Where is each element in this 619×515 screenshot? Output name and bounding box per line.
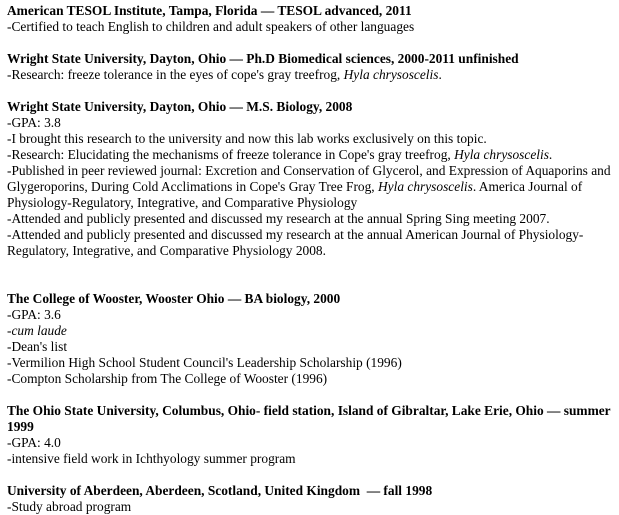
italic-text-segment: Hyla chrysoscelis	[454, 147, 549, 162]
text-segment: -Certified to teach English to children and adult speakers of other languages	[7, 19, 415, 34]
detail-line	[7, 211, 614, 227]
blank-line	[7, 387, 614, 403]
blank-line	[7, 467, 614, 483]
detail-line	[7, 435, 614, 451]
text-segment: . America Journal of Physiology-Regulatory, Integrative, and Comparative Physiology	[7, 179, 586, 210]
section-heading-wright-state-phd	[7, 51, 614, 67]
text-segment: .	[548, 147, 553, 162]
text-segment: Wright State University, Dayton, Ohio — Ph.D Biomedical sciences, 2000-2011 unfinished	[7, 51, 519, 66]
italic-text-segment: cum laude	[11, 323, 67, 338]
text-segment: -intensive field work in Ichthyology summer program	[7, 451, 296, 466]
text-segment: -GPA: 4.0	[7, 435, 61, 450]
italic-text-segment: Hyla chrysoscelis	[378, 179, 473, 194]
section-heading-wright-state-ms	[7, 99, 614, 115]
text-segment: -Compton Scholarship from The College of Wooster (1996)	[7, 371, 328, 386]
italic-text-segment: Hyla chrysoscelis	[343, 67, 439, 82]
text-segment: -Attended and publicly presented and discussed my research at the annual Spring Sing meeting 2007.	[7, 211, 550, 226]
detail-line	[7, 147, 614, 163]
text-segment: -Study abroad program	[7, 499, 132, 514]
text-segment: .	[438, 67, 442, 82]
text-segment: -I brought this research to the university and now this lab works exclusively on this topic.	[7, 131, 487, 146]
text-segment: The College of Wooster, Wooster Ohio — BA biology, 2000	[7, 291, 341, 306]
detail-line	[7, 339, 614, 355]
text-segment: The Ohio State University, Columbus, Ohio- field station, Island of Gibraltar, Lake Erie, Ohio — summer 1999	[7, 403, 614, 434]
text-segment: -Published in peer reviewed journal: Excretion and Conservation of Glycerol, and Expression of Aquaporins and Glygeroporins, During Cold Acclimations in Cope's Gray Tree Frog,	[7, 163, 614, 194]
detail-line	[7, 163, 614, 211]
detail-line	[7, 131, 614, 147]
blank-line	[7, 35, 614, 51]
text-segment: University of Aberdeen, Aberdeen, Scotland, United Kingdom — fall 1998	[7, 483, 433, 498]
section-heading-ohio-state-field-station	[7, 403, 614, 435]
blank-line	[7, 83, 614, 99]
text-segment: -Research: Elucidating the mechanisms of freeze tolerance in Cope's gray treefrog,	[7, 147, 455, 162]
detail-line	[7, 355, 614, 371]
text-segment: -GPA: 3.6	[7, 307, 61, 322]
detail-line	[7, 19, 614, 35]
detail-line	[7, 227, 614, 259]
detail-line	[7, 371, 614, 387]
text-segment: -Research: freeze tolerance in the eyes of cope's gray treefrog,	[7, 67, 344, 82]
text-segment: -GPA: 3.8	[7, 115, 61, 130]
text-segment: -Dean's list	[7, 339, 68, 354]
detail-line	[7, 115, 614, 131]
detail-line	[7, 307, 614, 323]
blank-line	[7, 259, 614, 275]
detail-line	[7, 323, 614, 339]
detail-line	[7, 451, 614, 467]
text-segment: American TESOL Institute, Tampa, Florida — TESOL advanced, 2011	[7, 3, 412, 18]
detail-line	[7, 67, 614, 83]
section-heading-american-tesol-institute	[7, 3, 614, 19]
section-heading-college-of-wooster	[7, 291, 614, 307]
text-segment: Wright State University, Dayton, Ohio — M.S. Biology, 2008	[7, 99, 353, 114]
text-segment: -Attended and publicly presented and discussed my research at the annual American Journal of Physiology-Regulatory, Integrative, and Comparative Physiology 2008.	[7, 227, 584, 258]
text-segment: -	[7, 323, 12, 338]
text-segment: -Vermilion High School Student Council's Leadership Scholarship (1996)	[7, 355, 402, 370]
section-heading-university-of-aberdeen	[7, 483, 614, 499]
blank-line	[7, 275, 614, 291]
